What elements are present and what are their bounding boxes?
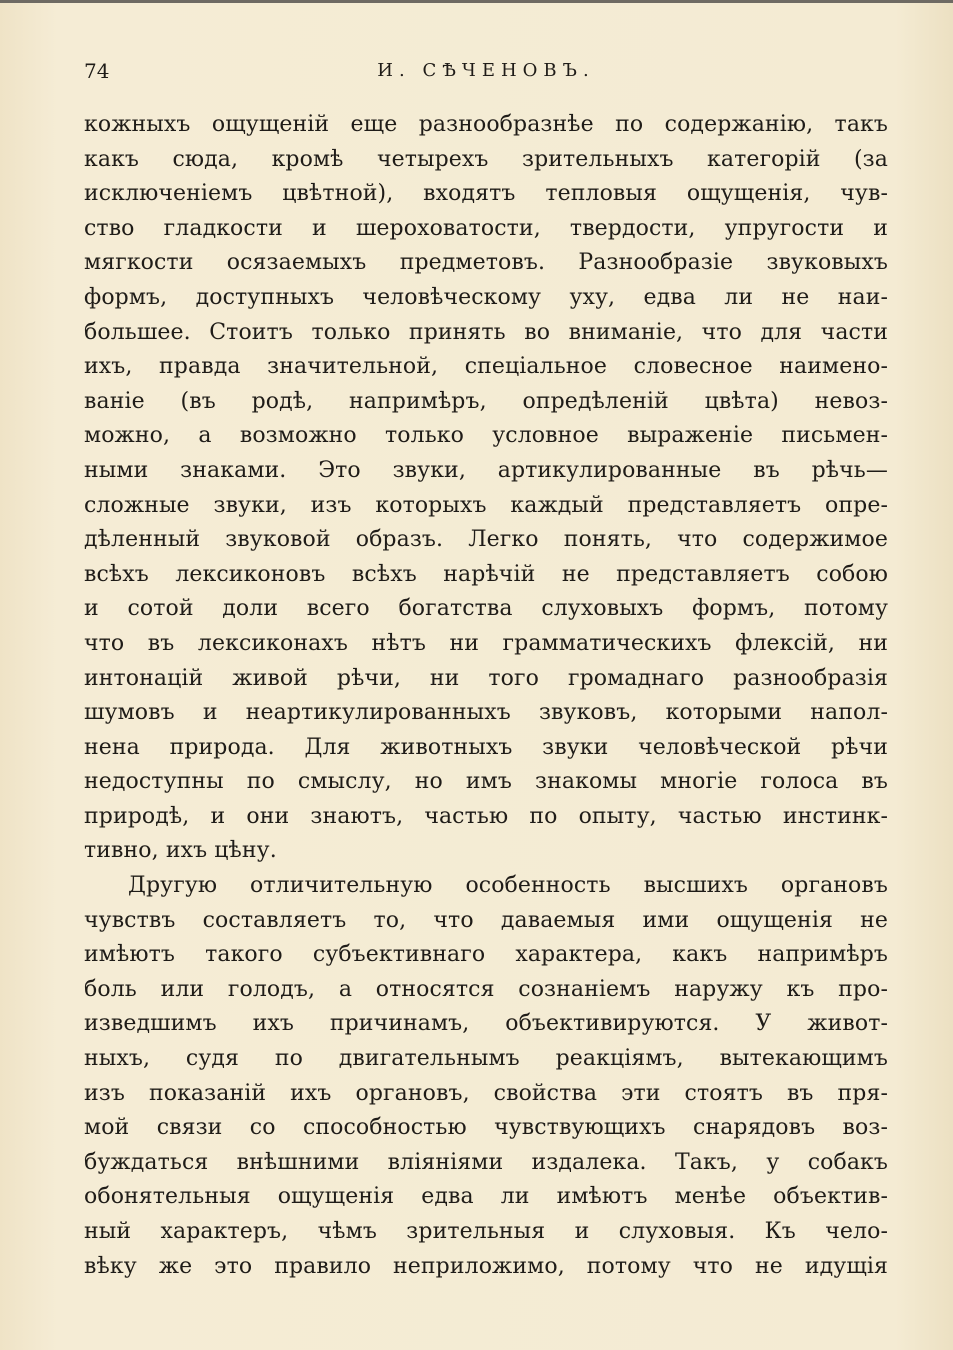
text-line: большее. Стоитъ только принять во вниманіе, что для части — [84, 319, 888, 345]
text-line: Другую отличительную особенность высшихъ органовъ — [128, 873, 888, 899]
text-line: изведшимъ ихъ причинамъ, объективируются. У живот- — [84, 1011, 888, 1037]
running-head: И. СѢЧЕНОВЪ. — [377, 60, 595, 81]
text-line: ство гладкости и шероховатости, твердости, упругости и — [84, 215, 888, 241]
text-line: ными знаками. Это звуки, артикулированные въ рѣчь— — [84, 457, 888, 483]
text-line: исключеніемъ цвѣтной), входятъ тепловыя ощущенія, чув- — [84, 181, 888, 207]
text-line: нена природа. Для животныхъ звуки человѣческой рѣчи — [84, 734, 888, 760]
text-line: мой связи со способностью чувствующихъ снарядовъ воз- — [84, 1115, 888, 1141]
text-line: ный характеръ, чѣмъ зрительныя и слуховыя. Къ чело- — [84, 1219, 888, 1244]
text-line: шумовъ и неартикулированныхъ звуковъ, которыми напол- — [84, 700, 888, 726]
text-line: дѣленный звуковой образъ. Легко понять, что содержимое — [84, 527, 888, 553]
text-line: недоступны по смыслу, но имъ знакомы многіе голоса въ — [84, 769, 888, 795]
paragraph-1 — [84, 108, 888, 869]
page-number: 74 — [84, 59, 110, 83]
text-line: и сотой доли всего богатства слуховыхъ формъ, потому — [84, 596, 888, 622]
text-line: тивно, ихъ цѣну. — [84, 838, 277, 864]
text-line: кожныхъ ощущеній еще разнообразнѣе по содержанію, такъ — [84, 112, 888, 137]
text-line: буждаться внѣшними вліяніями издалека. Такъ, у собакъ — [84, 1149, 888, 1175]
text-line: ихъ, правда значительной, спеціальное словесное наимено- — [84, 354, 888, 380]
text-line: мягкости осязаемыхъ предметовъ. Разнообразіе звуковыхъ — [84, 250, 888, 276]
text-line: сложные звуки, изъ которыхъ каждый представляетъ опре- — [84, 492, 888, 518]
text-line: чувствъ составляетъ то, что даваемыя ими ощущенія не — [84, 907, 888, 933]
text-line: формъ, доступныхъ человѣческому уху, едва ли не наи- — [84, 284, 888, 310]
paragraph-2 — [84, 869, 888, 1284]
text-line: всѣхъ лексиконовъ всѣхъ нарѣчій не представляетъ собою — [84, 561, 888, 587]
text-line: боль или голодъ, а относятся сознаніемъ наружу къ про- — [84, 976, 888, 1002]
body-text — [84, 108, 888, 1284]
text-line: что въ лексиконахъ нѣтъ ни грамматическихъ флексій, ни — [84, 630, 888, 656]
text-line: обонятельныя ощущенія едва ли имѣютъ менѣе объектив- — [84, 1184, 888, 1210]
text-line: природѣ, и они знаютъ, частью по опыту, частью инстинк- — [84, 803, 888, 829]
text-line: ваніе (въ родѣ, напримѣръ, опредѣленій цвѣта) невоз- — [84, 388, 888, 414]
text-line: интонацій живой рѣчи, ни того громаднаго разнообразія — [84, 665, 888, 691]
page-top-edge — [0, 0, 953, 3]
text-line: ныхъ, судя по двигательнымъ реакціямъ, вытекающимъ — [84, 1046, 888, 1072]
text-line: имѣютъ такого субъективнаго характера, какъ напримѣръ — [84, 942, 888, 968]
page-header — [84, 56, 888, 86]
text-line: вѣку же это правило неприложимо, потому что не идущія — [84, 1253, 888, 1279]
text-line: какъ сюда, кромѣ четырехъ зрительныхъ категорій (за — [84, 146, 888, 172]
text-line: можно, а возможно только условное выраженіе письмен- — [84, 423, 888, 449]
text-line: изъ показаній ихъ органовъ, свойства эти стоятъ въ пря- — [84, 1080, 888, 1106]
